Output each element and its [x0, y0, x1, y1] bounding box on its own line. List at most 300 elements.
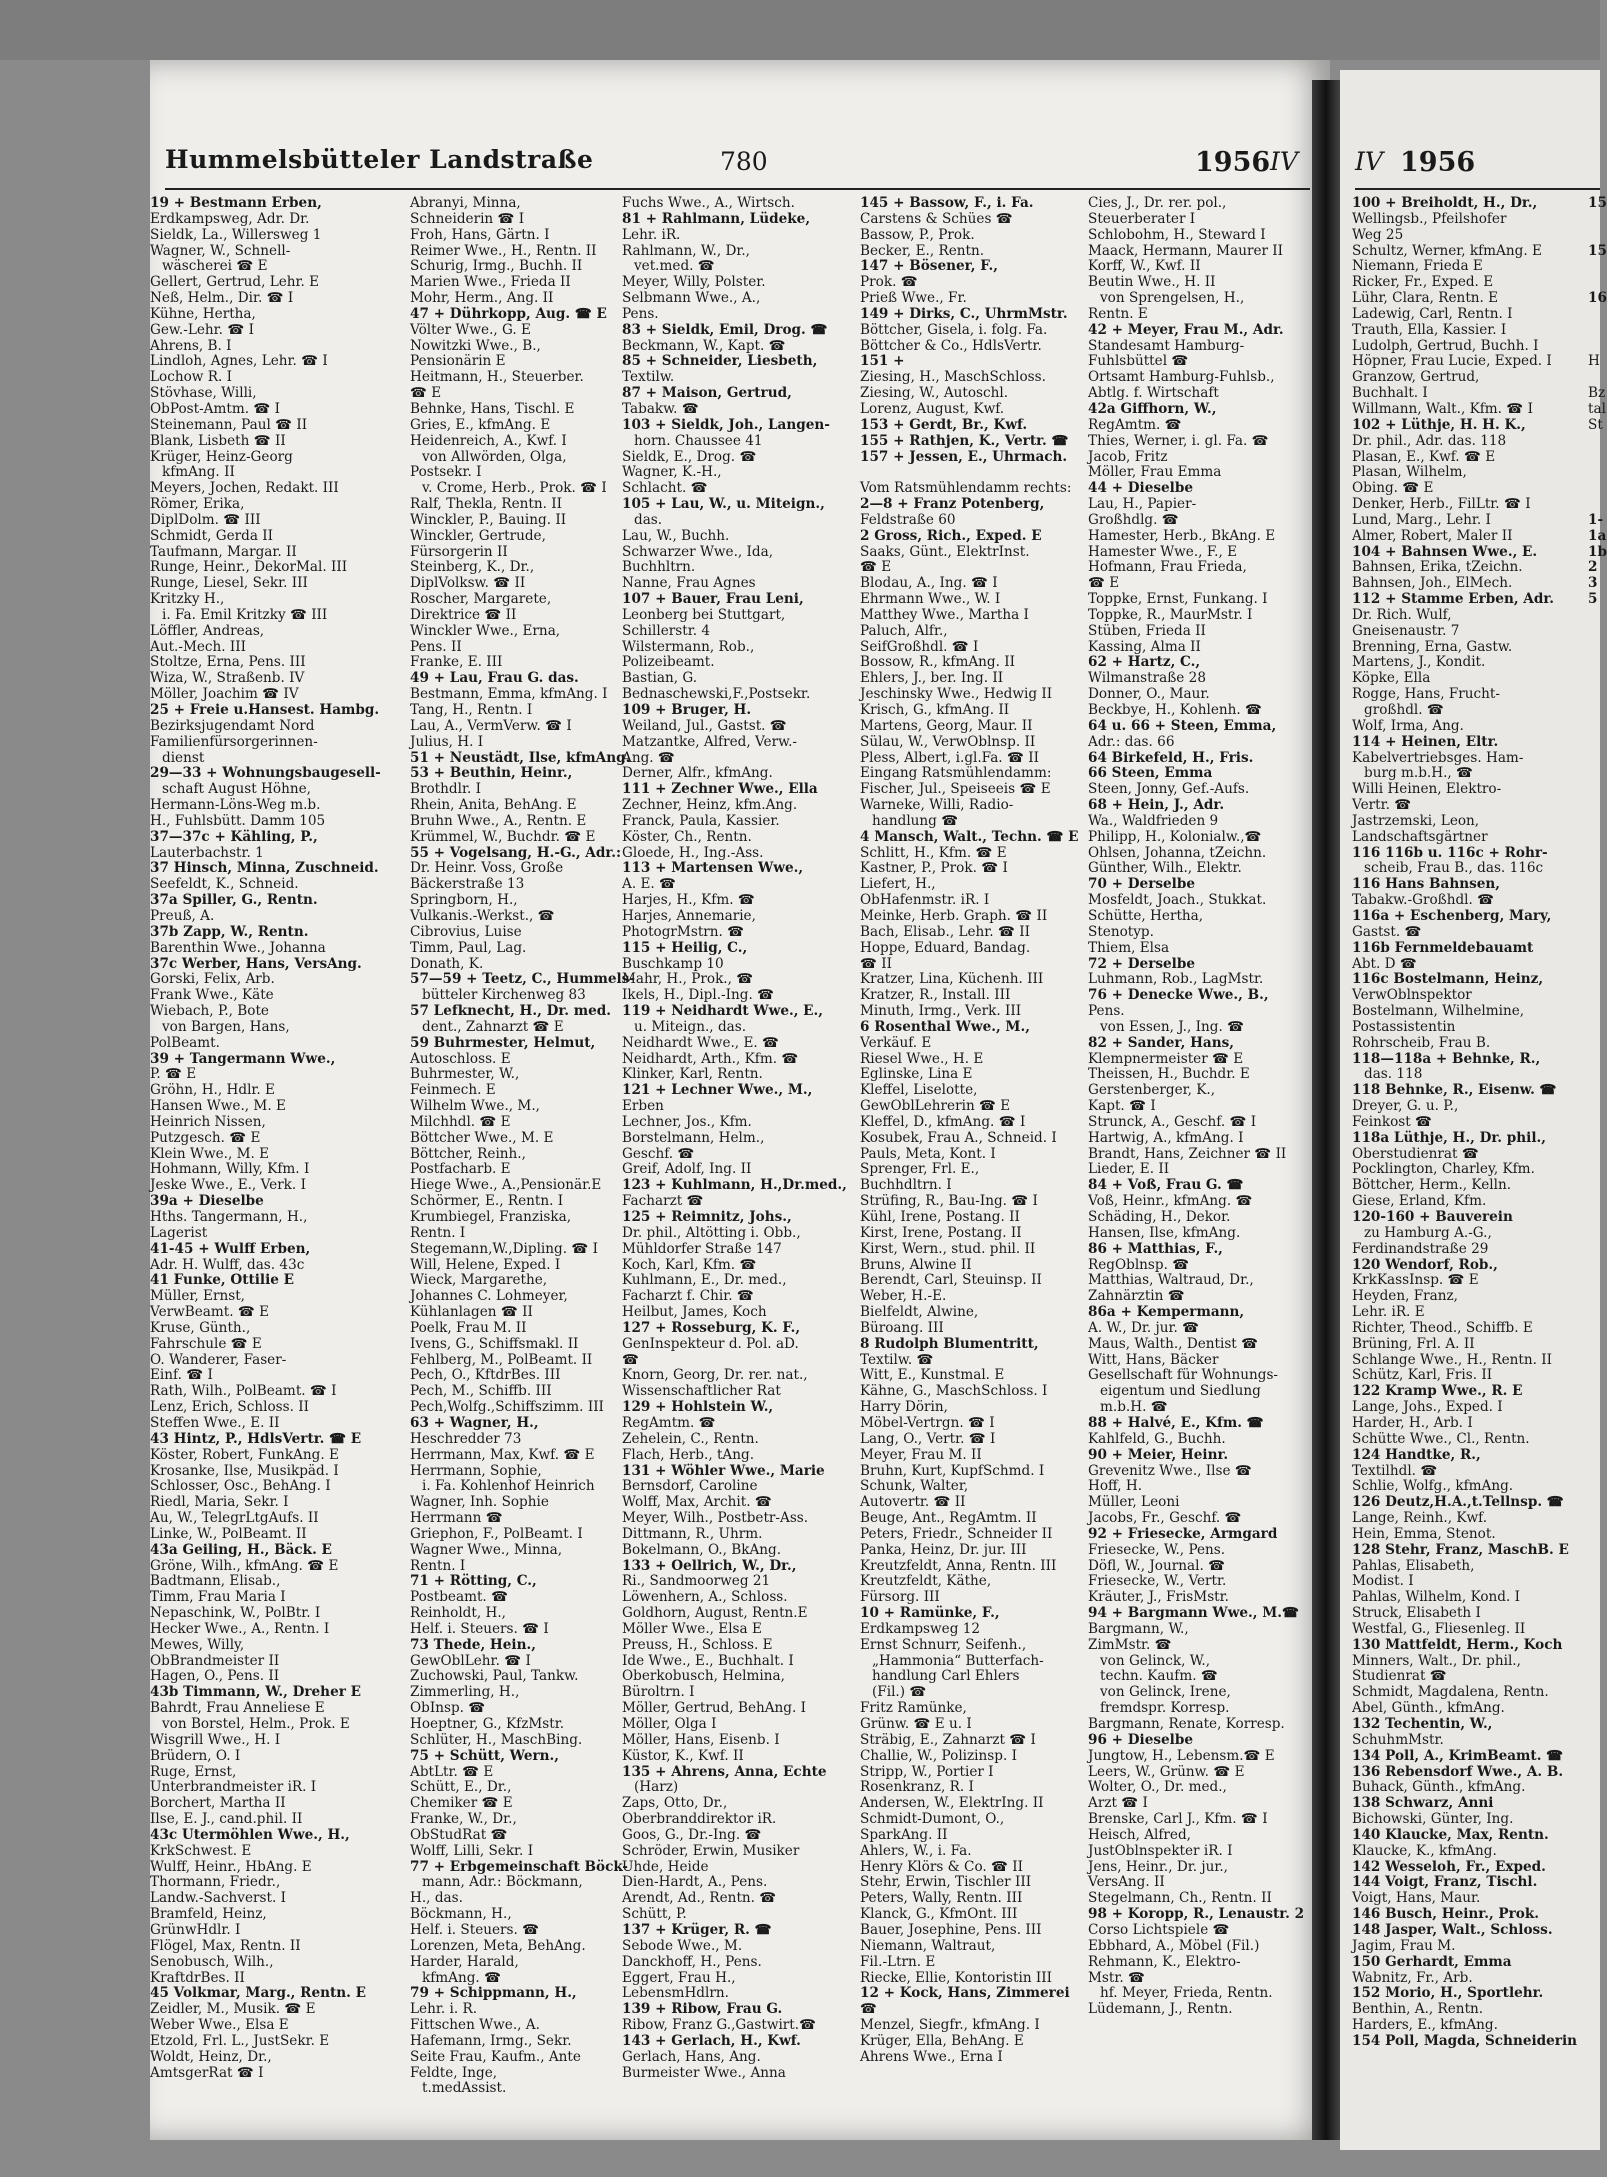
directory-line — [1588, 450, 1600, 466]
directory-line: Selbmann Wwe., A., — [622, 290, 761, 307]
directory-line: 90 + Meier, Heinr. — [1088, 1446, 1229, 1463]
directory-line: PolBeamt. — [150, 1034, 220, 1051]
directory-line: Sträbig, E., Zahnarzt ☎ I — [860, 1731, 1036, 1748]
directory-line: 133 + Oellrich, W., Dr., — [622, 1557, 797, 1574]
directory-line: tal — [1588, 400, 1606, 417]
directory-line: Marien Wwe., Frieda II — [410, 274, 571, 291]
directory-line: Derner, Alfr., kfmAng. — [622, 765, 773, 782]
directory-line: Thormann, Friedr., — [150, 1874, 281, 1891]
directory-column-5 — [1088, 196, 1310, 2116]
directory-line: Thies, Werner, i. gl. Fa. ☎ — [1088, 432, 1269, 449]
directory-line: handlung Carl Ehlers — [872, 1668, 1020, 1685]
directory-line: Putzgesch. ☎ E — [150, 1129, 261, 1146]
directory-line: Krosanke, Ilse, Musikpäd. I — [150, 1462, 339, 1479]
directory-line: 151 + — [860, 353, 905, 370]
directory-line: Küstor, K., Kwf. II — [622, 1747, 744, 1764]
directory-line: Lau, H., Papier- — [1088, 496, 1197, 513]
directory-line: Bastian, G. — [622, 670, 698, 687]
directory-line: Bahnsen, Erika, tZeichn. — [1352, 559, 1523, 576]
directory-line: Pens. — [1088, 1003, 1125, 1020]
directory-line: Gries, E., kfmAng. E — [410, 416, 551, 433]
directory-line: Lorenz, August, Kwf. — [860, 400, 1005, 417]
directory-line: Neß, Helm., Dir. ☎ I — [150, 290, 294, 307]
directory-line: Löwenhern, A., Schloss. — [622, 1589, 788, 1606]
directory-line: Heidenreich, A., Kwf. I — [410, 432, 567, 449]
directory-line: 122 Kramp Wwe., R. E — [1352, 1383, 1523, 1400]
directory-line: Chemiker ☎ E — [410, 1795, 513, 1812]
directory-line: Sieldk, La., Willersweg 1 — [150, 226, 322, 243]
directory-line: von Sprengelsen, H., — [1100, 290, 1245, 307]
directory-line: VerwOblnspektor — [1352, 987, 1472, 1004]
directory-line: Fittschen Wwe., A. — [410, 2017, 540, 2034]
directory-line: Ziesing, H., MaschSchloss. — [860, 369, 1046, 386]
directory-line: Matthey Wwe., Martha I — [860, 606, 1029, 623]
directory-line: Rentn. E — [1088, 305, 1148, 322]
directory-line: Hoeptner, G., KfzMstr. — [410, 1716, 565, 1732]
directory-line: Weber, H.-E. — [860, 1288, 947, 1305]
directory-line: Zuchowski, Paul, Tankw. — [410, 1668, 579, 1685]
directory-line: Julius, H. I — [410, 733, 484, 750]
directory-line: Ehlers, J., ber. Ing. II — [860, 670, 1004, 687]
directory-line: 92 + Friesecke, Armgard — [1088, 1525, 1278, 1542]
directory-line: Runge, Heinr., DekorMal. III — [150, 559, 348, 576]
directory-line: Lagerist — [150, 1224, 208, 1241]
directory-line: 118 Behnke, R., Eisenw. ☎ — [1352, 1082, 1557, 1099]
directory-line: 136 Rebensdorf Wwe., A. B. — [1352, 1763, 1564, 1780]
directory-line: Einf. ☎ I — [150, 1367, 213, 1384]
directory-line: ObPost-Amtm. ☎ I — [150, 400, 280, 417]
directory-line: 1b — [1588, 543, 1607, 560]
directory-line: Arzt ☎ I — [1088, 1795, 1148, 1812]
directory-line: Ortsamt Hamburg-Fuhlsb., — [1088, 369, 1275, 386]
directory-line: fremdspr. Korresp. — [1100, 1700, 1230, 1717]
directory-line: Ahrens, B. I — [150, 337, 232, 354]
directory-line: 85 + Schneider, Liesbeth, — [622, 353, 818, 370]
directory-line: Minners, Walt., Dr. phil., — [1352, 1652, 1521, 1669]
directory-line: Cibrovius, Luise — [410, 923, 522, 940]
directory-line: Behnke, Hans, Tischl. E — [410, 400, 575, 417]
directory-line: Stehr, Erwin, Tischler III — [860, 1874, 1032, 1891]
directory-line: Fil.-Ltrn. E — [860, 1953, 936, 1970]
street-title: Hummelsbütteler Landstraße — [165, 145, 594, 174]
directory-line: Plasan, E., Kwf. ☎ E — [1352, 448, 1496, 465]
directory-line: Heschredder 73 — [410, 1430, 522, 1447]
directory-line: 105 + Lau, W., u. Miteign., — [622, 496, 825, 513]
directory-line: Milchhdl. ☎ E — [410, 1113, 511, 1130]
directory-line: Kühne, Hertha, — [150, 305, 256, 322]
directory-line: burg m.b.H., ☎ — [1364, 765, 1473, 782]
directory-line: Kahlfeld, G., Buchh. — [1088, 1430, 1226, 1447]
directory-line: Senobusch, Wilh., — [150, 1953, 274, 1970]
directory-line: Pahlas, Wilhelm, Kond. I — [1352, 1589, 1521, 1606]
directory-line: Klanck, G., KfmOnt. III — [860, 1906, 1018, 1923]
directory-line: Verkäuf. E — [860, 1034, 932, 1051]
directory-line: Harders, E., kfmAng. — [1352, 2017, 1498, 2034]
directory-line: Landschaftsgärtner — [1352, 828, 1488, 845]
directory-line: 83 + Sieldk, Emil, Drog. ☎ — [622, 321, 828, 338]
directory-line: Badtmann, Elisab., — [150, 1573, 281, 1590]
directory-line: Studienrat ☎ — [1352, 1668, 1447, 1685]
directory-line: Grünw. ☎ E u. I — [860, 1716, 972, 1732]
directory-line: v. Crome, Herb., Prok. ☎ I — [422, 480, 607, 497]
directory-line: Bernsdorf, Caroline — [622, 1478, 758, 1495]
directory-line: Preuss, H., Schloss. E — [622, 1636, 773, 1653]
directory-line: Wissenschaftlicher Rat — [622, 1383, 781, 1400]
directory-line: Klaucke, K., kfmAng. — [1352, 1842, 1497, 1859]
directory-line: Kritzky H., — [150, 591, 225, 608]
directory-line: P. ☎ E — [150, 1066, 197, 1083]
directory-line: 64 u. 66 + Steen, Emma, — [1088, 717, 1277, 734]
directory-column-1 — [150, 196, 400, 2116]
directory-line: Mstr. ☎ — [1088, 1969, 1145, 1986]
directory-line: Gloede, H., Ing.-Ass. — [622, 844, 764, 861]
directory-line: Hartwig, A., kfmAng. I — [1088, 1129, 1244, 1146]
directory-line: Andersen, W., ElektrIng. II — [860, 1795, 1044, 1812]
directory-line: Giese, Erland, Kfm. — [1352, 1193, 1487, 1210]
directory-line: Kreutzfeldt, Käthe, — [860, 1573, 992, 1590]
directory-line: Maus, Walth., Dentist ☎ — [1088, 1335, 1259, 1352]
directory-line: Tabakw. ☎ — [622, 400, 699, 417]
directory-line: Pahlas, Elisabeth, — [1352, 1557, 1475, 1574]
directory-line: Schlosser, Osc., BehAng. I — [150, 1478, 331, 1495]
directory-line: Toppke, Ernst, Funkang. I — [1088, 591, 1268, 608]
directory-line: Ahlers, W., i. Fa. — [860, 1842, 972, 1859]
directory-line: 94 + Bargmann Wwe., M.☎ — [1088, 1605, 1299, 1622]
directory-line: Ivens, G., Schiffsmakl. II — [410, 1335, 579, 1352]
directory-line: Unterbrandmeister iR. I — [150, 1779, 317, 1796]
directory-line: Springborn, H., — [410, 892, 518, 909]
directory-line: Hafemann, Irmg., Sekr. — [410, 2032, 572, 2049]
directory-line: ☎ E — [1088, 575, 1120, 592]
directory-line: Donner, O., Maur. — [1088, 686, 1210, 703]
directory-line: Lange, Johs., Exped. I — [1352, 1399, 1503, 1416]
directory-line: Leers, W., Grünw. ☎ E — [1088, 1763, 1245, 1780]
directory-line: Wa., Waldfrieden 9 — [1088, 812, 1219, 829]
directory-line: Pech, O., KftdrBes. III — [410, 1367, 561, 1384]
directory-line: SeifGroßhdl. ☎ I — [860, 638, 979, 655]
directory-line: 39a + Dieselbe — [150, 1193, 264, 1210]
directory-line: 146 Busch, Heinr., Prok. — [1352, 1906, 1540, 1923]
directory-line: Knorn, Georg, Dr. rer. nat., — [622, 1367, 808, 1384]
header-rule-right — [1355, 188, 1600, 190]
directory-line: Schlie, Wolfg., kfmAng. — [1352, 1478, 1514, 1495]
directory-line: Kleffel, D., kfmAng. ☎ I — [860, 1113, 1026, 1130]
directory-line: 43 Hintz, P., HdlsVertr. ☎ E — [150, 1430, 362, 1447]
directory-line: Witt, Hans, Bäcker — [1088, 1351, 1219, 1368]
directory-line: Barenthin Wwe., Johanna — [150, 939, 326, 956]
directory-line: Steffen Wwe., E. II — [150, 1414, 280, 1431]
directory-line: 137 + Krüger, R. ☎ — [622, 1921, 772, 1938]
directory-line: Möller, Joachim ☎ IV — [150, 686, 299, 703]
directory-line: 86a + Kempermann, — [1088, 1304, 1245, 1321]
directory-line: Maack, Hermann, Maurer II — [1088, 242, 1284, 259]
directory-line: Ferdinandstraße 29 — [1352, 1240, 1489, 1257]
directory-line: Dr. phil., Adr. das. 118 — [1352, 432, 1507, 449]
directory-line: Stenotyp. — [1088, 923, 1154, 940]
directory-line: 113 + Martensen Wwe., — [622, 860, 804, 877]
directory-line: das. — [634, 511, 663, 528]
directory-line: Löffler, Andreas, — [150, 622, 265, 639]
directory-line: Flögel, Max, Rentn. II — [150, 1937, 301, 1954]
directory-line: Postbeamt. ☎ — [410, 1589, 508, 1606]
directory-line: Gorski, Felix, Arb. — [150, 971, 275, 988]
directory-line: Jens, Heinr., Dr. jur., — [1088, 1858, 1228, 1875]
directory-line: 37 Hinsch, Minna, Zuschneid. — [150, 860, 379, 877]
directory-line: Franke, W., Dr., — [410, 1811, 517, 1828]
directory-line: Erben — [622, 1098, 664, 1115]
directory-line: Wellingsb., Pfeilshofer — [1352, 210, 1507, 227]
directory-line: Facharzt ☎ — [622, 1193, 704, 1210]
directory-line: Pech, M., Schiffb. III — [410, 1383, 552, 1400]
directory-line: Bezirksjugendamt Nord — [150, 717, 315, 734]
directory-line: 154 Poll, Magda, Schneiderin — [1352, 2032, 1578, 2049]
directory-line: Bäckerstraße 13 — [410, 876, 525, 893]
directory-line: Flach, Herb., tAng. — [622, 1446, 755, 1463]
directory-line: Böttcher, Herm., Kelln. — [1352, 1177, 1512, 1194]
directory-line: 1- — [1588, 511, 1604, 528]
directory-line: Franke, E. III — [410, 654, 503, 671]
directory-line: 87 + Maison, Gertrud, — [622, 385, 792, 402]
directory-line: 79 + Schippmann, H., — [410, 1985, 577, 2002]
directory-line: Landw.-Sachverst. I — [150, 1890, 286, 1907]
directory-line: 135 + Ahrens, Anna, Echte — [622, 1763, 827, 1780]
directory-line: Menzel, Siegfr., kfmAng. I — [860, 2017, 1040, 2034]
directory-line: 150 Gerhardt, Emma — [1352, 1953, 1512, 1970]
directory-line: Leonberg bei Stuttgart, — [622, 606, 786, 623]
directory-line: Bossow, R., kfmAng. II — [860, 654, 1015, 671]
directory-line: Jagim, Frau M. — [1352, 1937, 1456, 1954]
directory-line: 45 Volkmar, Marg., Rentn. E — [150, 1985, 366, 2002]
directory-line: Oberbranddirektor iR. — [622, 1811, 777, 1828]
directory-line: Poelk, Frau M. II — [410, 1319, 527, 1336]
directory-line: Toppke, R., MaurMstr. I — [1088, 606, 1253, 623]
directory-line: 116 Hans Bahnsen, — [1352, 876, 1501, 893]
directory-line: Kabelvertriebsges. Ham- — [1352, 749, 1524, 766]
directory-line: von Allwörden, Olga, — [422, 448, 567, 465]
directory-line: Gastst. ☎ — [1352, 923, 1422, 940]
directory-line: „Hammonia“ Butterfach- — [872, 1652, 1044, 1669]
directory-line: Kratzer, Lina, Küchenh. III — [860, 971, 1044, 988]
directory-line: Dr. Heinr. Voss, Große — [410, 860, 564, 877]
directory-line: Hermann-Löns-Weg m.b. — [150, 797, 321, 814]
directory-line: Schlacht. ☎ — [622, 480, 708, 497]
directory-line: 42a Giffhorn, W., — [1088, 400, 1217, 417]
directory-line: Möller, Olga I — [622, 1716, 717, 1732]
directory-line: Blank, Lisbeth ☎ II — [150, 432, 286, 449]
directory-line: Lang, O., Vertr. ☎ I — [860, 1430, 996, 1447]
directory-line: Rentn. I — [410, 1224, 466, 1241]
directory-line: Lehr. iR. E — [1352, 1304, 1425, 1321]
directory-line: Runge, Liesel, Sekr. III — [150, 575, 308, 592]
directory-line: Geschf. ☎ — [622, 1145, 695, 1162]
year-right: 1956 — [1400, 147, 1476, 178]
directory-line: Sieldk, E., Drog. ☎ — [622, 448, 757, 465]
directory-line: 64 Birkefeld, H., Fris. — [1088, 749, 1254, 766]
directory-line: 116a + Eschenberg, Mary, — [1352, 907, 1552, 924]
directory-line: Bramfeld, Heinz, — [150, 1906, 267, 1923]
directory-line: Müller, Leoni — [1088, 1494, 1180, 1511]
directory-line: Pauls, Meta, Kont. I — [860, 1145, 996, 1162]
directory-line: 2 — [1588, 559, 1598, 576]
directory-line: Friesecke, W., Pens. — [1088, 1541, 1226, 1558]
directory-line: Warneke, Willi, Radio- — [860, 797, 1014, 814]
directory-line: Buchhdltrn. I — [860, 1177, 952, 1194]
directory-line: Niemann, Frieda E — [1352, 258, 1483, 275]
directory-line: Fahrschule ☎ E — [150, 1335, 262, 1352]
directory-line: Postassistentin — [1352, 1018, 1456, 1035]
directory-line: 72 + Derselbe — [1088, 955, 1195, 972]
directory-line: Kirst, Wern., stud. phil. II — [860, 1240, 1036, 1257]
directory-line: ObInsp. ☎ — [410, 1700, 486, 1717]
directory-line: Jastrzemski, Leon, — [1352, 812, 1480, 829]
directory-line: Postsekr. I — [410, 464, 482, 481]
directory-line: 114 + Heinen, Eltr. — [1352, 733, 1499, 750]
directory-line: Bruns, Alwine II — [860, 1256, 972, 1273]
directory-line: Mühldorfer Straße 147 — [622, 1240, 782, 1257]
directory-line: Direktrice ☎ II — [410, 606, 517, 623]
volume-left: IV — [1270, 147, 1298, 176]
directory-line: dent., Zahnarzt ☎ E — [422, 1018, 564, 1035]
directory-line: 47 + Dührkopp, Aug. ☎ E — [410, 305, 607, 322]
directory-line: Zeidler, M., Musik. ☎ E — [150, 2001, 316, 2018]
directory-line: Lund, Marg., Lehr. I — [1352, 511, 1491, 528]
directory-line: Ludolph, Gertrud, Buchh. I — [1352, 337, 1539, 354]
directory-line: Bichowski, Günter, Ing. — [1352, 1811, 1514, 1828]
book-gutter — [1312, 80, 1340, 2140]
directory-line: Stegelmann, Ch., Rentn. II — [1088, 1890, 1272, 1907]
directory-line: 109 + Bruger, H. — [622, 702, 752, 718]
directory-line: Erdkampsweg 12 — [860, 1620, 981, 1637]
directory-line: ZimMstr. ☎ — [1088, 1636, 1172, 1653]
directory-line: 127 + Rosseburg, K. F., — [622, 1319, 801, 1336]
directory-line: Almer, Robert, Maler II — [1352, 527, 1513, 544]
directory-line: Liefert, H., — [860, 876, 936, 893]
directory-line: Willi Heinen, Elektro- — [1352, 781, 1502, 798]
directory-line: Frank Wwe., Käte — [150, 987, 274, 1004]
directory-line: Koch, Karl, Kfm. ☎ — [622, 1256, 757, 1273]
directory-line: Tabakw.-Großhdl. ☎ — [1352, 892, 1495, 909]
directory-line: Ebbhard, A., Möbel (Fil.) — [1088, 1937, 1260, 1954]
directory-line: Pensionärin E — [410, 353, 506, 370]
directory-line: Fürsorg. III — [860, 1589, 940, 1606]
directory-line: Ilse, E. J., cand.phil. II — [150, 1811, 303, 1828]
directory-line — [1588, 307, 1600, 323]
directory-column-2 — [410, 195, 635, 2116]
directory-line: 39 + Tangermann Wwe., — [150, 1050, 336, 1067]
directory-line: Fuchs Wwe., A., Wirtsch. — [622, 195, 795, 211]
directory-line: 73 Thede, Hein., — [410, 1636, 536, 1653]
directory-line: Matthias, Waltraud, Dr., — [1088, 1272, 1254, 1289]
directory-line: Hansen, Ilse, kfmAng. — [1088, 1224, 1241, 1241]
directory-line: Buhack, Günth., kfmAng. — [1352, 1779, 1526, 1796]
directory-line: 57—59 + Teetz, C., Hummels- — [410, 971, 635, 988]
directory-line: 125 + Reimnitz, Johs., — [622, 1209, 792, 1225]
directory-line: Ide Wwe., E., Buchhalt. I — [622, 1652, 794, 1669]
directory-line: Kuhlmann, E., Dr. med., — [622, 1272, 787, 1289]
directory-line: Gröne, Wilh., kfmAng. ☎ E — [150, 1557, 339, 1574]
directory-line — [1588, 212, 1600, 228]
directory-line: Lorenzen, Meta, BehAng. — [410, 1937, 586, 1954]
directory-line: 98 + Koropp, R., Lenaustr. 2 — [1088, 1906, 1305, 1923]
directory-line: Schwarzer Wwe., Ida, — [622, 543, 774, 560]
directory-line: großhdl. ☎ — [1364, 702, 1444, 718]
directory-line: Erdkampsweg, Adr. Dr. — [150, 210, 310, 227]
directory-line: Ziesing, W., Autoschl. — [860, 385, 1009, 402]
directory-line: 96 + Dieselbe — [1088, 1731, 1193, 1748]
directory-line: Möller, Frau Emma — [1088, 464, 1222, 481]
directory-line: Adr.: das. 66 — [1088, 733, 1175, 750]
directory-line: 44 + Dieselbe — [1088, 480, 1193, 497]
directory-line: Blodau, A., Ing. ☎ I — [860, 575, 998, 592]
directory-line: Brandt, Hans, Zeichner ☎ II — [1088, 1145, 1287, 1162]
directory-line: Hoppe, Eduard, Bandag. — [860, 939, 1031, 956]
directory-column-4 — [860, 195, 1079, 2116]
directory-column-7-cut — [1588, 195, 1607, 2116]
directory-line: Woldt, Heinz, Dr., — [150, 2048, 272, 2065]
directory-line: Neidhardt Wwe., E. ☎ — [622, 1034, 779, 1051]
directory-line: Eingang Ratsmühlendamm: — [860, 765, 1052, 782]
directory-line: Wilmanstraße 28 — [1088, 670, 1206, 687]
directory-line: 4 Mansch, Walt., Techn. ☎ E — [860, 828, 1079, 845]
directory-line: 77 + Erbgemeinschaft Böck- — [410, 1858, 628, 1875]
directory-line: Struck, Elisabeth I — [1352, 1605, 1481, 1622]
directory-line: 3 — [1588, 575, 1598, 592]
directory-line: Linke, W., PolBeamt. II — [150, 1525, 307, 1542]
directory-line: Schmidt, Magdalena, Rentn. — [1352, 1684, 1549, 1701]
directory-line: Meyer, Wilh., Postbetr-Ass. — [622, 1510, 809, 1527]
directory-line: Büroang. III — [860, 1319, 944, 1336]
directory-line: 8 Rudolph Blumentritt, — [860, 1335, 1039, 1352]
directory-line: 149 + Dirks, C., UhrmMstr. — [860, 305, 1068, 322]
directory-line: Willmann, Walt., Kfm. ☎ I — [1352, 400, 1533, 417]
directory-line: i. Fa. Emil Kritzky ☎ III — [162, 606, 328, 623]
directory-line: Burmeister Wwe., Anna — [622, 2064, 786, 2081]
directory-line: Thiem, Elsa — [1088, 939, 1170, 956]
directory-line: Will, Helene, Exped. I — [410, 1256, 561, 1273]
directory-line: Wagner, W., Schnell- — [150, 242, 291, 259]
directory-line: Lieder, E. II — [1088, 1161, 1170, 1178]
directory-line: Meyer, Willy, Polster. — [622, 274, 766, 291]
directory-line: Weiland, Jul., Gastst. ☎ — [622, 717, 787, 734]
directory-line: Schütz, Karl, Fris. II — [1352, 1367, 1493, 1384]
directory-line: Römer, Erika, — [150, 496, 245, 513]
directory-line: Johannes C. Lohmeyer, — [410, 1288, 568, 1305]
directory-line: Schlüter, H., MaschBing. — [410, 1731, 583, 1748]
directory-line: 55 + Vogelsang, H.-G., Adr.: — [410, 844, 622, 861]
directory-line: Hths. Tangermann, H., — [150, 1209, 308, 1225]
directory-line: Wolff, Max, Archit. ☎ — [622, 1494, 772, 1511]
directory-line: 131 + Wöhler Wwe., Marie — [622, 1462, 825, 1479]
directory-line: Voß, Heinr., kfmAng. ☎ — [1088, 1193, 1253, 1210]
directory-line: Panka, Heinz, Dr. jur. III — [860, 1541, 1027, 1558]
directory-line: zu Hamburg A.-G., — [1364, 1224, 1492, 1241]
directory-line: Steinemann, Paul ☎ II — [150, 416, 308, 433]
directory-line: Kirst, Irene, Postang. II — [860, 1224, 1022, 1241]
directory-line: 63 + Wagner, H., — [410, 1414, 539, 1431]
directory-line: Abranyi, Minna, — [410, 195, 521, 211]
directory-line: Köpke, Ella — [1352, 670, 1431, 687]
directory-line: 43b Timmann, W., Dreher E — [150, 1684, 361, 1701]
directory-line: 70 + Derselbe — [1088, 876, 1195, 893]
directory-line: Fürsorgerin II — [410, 543, 508, 560]
directory-line: Henry Klörs & Co. ☎ II — [860, 1858, 1024, 1875]
directory-line: Corso Lichtspiele ☎ — [1088, 1921, 1230, 1938]
directory-line: Schultz, Werner, kfmAng. E — [1352, 242, 1542, 259]
directory-line: Westfal, G., Fliesenleg. II — [1352, 1620, 1526, 1637]
directory-line: vet.med. ☎ — [634, 258, 715, 275]
directory-line: Lauterbachstr. 1 — [150, 844, 264, 861]
directory-line: 15 — [1588, 242, 1607, 259]
